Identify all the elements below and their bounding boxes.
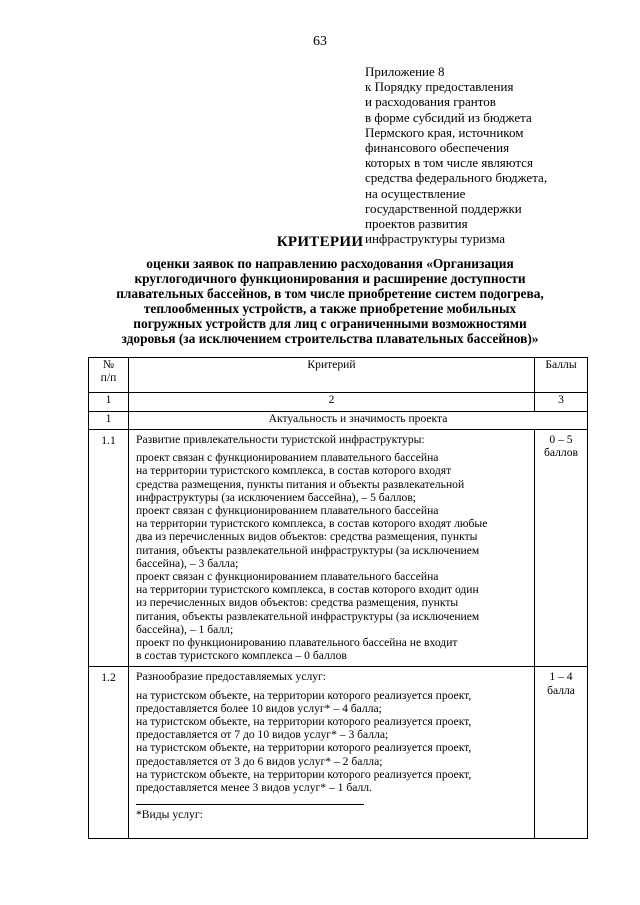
header-num <box>89 358 129 393</box>
appendix-block <box>365 64 615 246</box>
criterion-line: в состав туристского комплекса – 0 баллов <box>136 649 347 663</box>
subtitle-line: круглогодичного функционирования и расширение доступности <box>134 271 526 286</box>
criterion-line: проект по функционированию плавательного бассейна не входит <box>136 636 458 650</box>
appendix-line: Приложение 8 <box>365 64 445 79</box>
appendix-line: к Порядку предоставления <box>365 79 514 95</box>
criterion-line: проект связан с функционированием плавательного бассейна <box>136 451 439 465</box>
appendix-line: инфраструктуры туризма <box>365 231 506 247</box>
column-number: 1 <box>89 393 129 412</box>
criterion-lead: Разнообразие предоставляемых услуг: <box>136 670 327 684</box>
footnote-area <box>136 794 530 834</box>
criterion-line: питания, объекты развлекательной инфраструктуры (за исключением <box>136 543 480 557</box>
footnote-text: *Виды услуг: <box>136 808 203 822</box>
criterion-line: на туристском объекте, на территории которого реализуется проект, <box>136 741 472 755</box>
row-number: 1.1 <box>89 430 129 667</box>
criterion-line: инфраструктуры (за исключением бассейна), – 5 баллов; <box>136 490 417 504</box>
criterion-lead: Развитие привлекательности туристской инфраструктуры: <box>136 433 425 446</box>
appendix-line: и расходования грантов <box>365 94 496 110</box>
criterion-line: проект связан с функционированием плавательного бассейна <box>136 504 439 518</box>
header-points: Баллы <box>535 358 588 393</box>
points-cell <box>535 667 588 839</box>
appendix-line: Пермского края, источником <box>365 124 524 140</box>
points-range: 1 – 4 <box>549 670 573 684</box>
subtitle-line: здоровья (за исключением строительства плавательных бассейнов)» <box>121 331 539 346</box>
criterion-line: бассейна), – 1 балл; <box>136 622 234 636</box>
subtitle-line: плавательных бассейнов, в том числе приобретение систем подогрева, <box>116 286 544 301</box>
table-row <box>89 430 588 667</box>
header-num-symbol: № <box>102 358 115 371</box>
criterion-cell <box>129 667 535 839</box>
column-number: 2 <box>129 393 535 412</box>
header-num-abbr: п/п <box>100 371 117 384</box>
column-number-row <box>89 393 588 412</box>
appendix-line: финансового обеспечения <box>365 140 510 156</box>
criterion-line: на туристском объекте, на территории которого реализуется проект, <box>136 688 472 702</box>
appendix-line: которых в том числе являются <box>365 155 533 171</box>
appendix-line: проектов развития <box>365 216 468 232</box>
criterion-cell <box>129 430 535 667</box>
subtitle-line: оценки заявок по направлению расходования «Организация <box>146 256 514 271</box>
document-subtitle <box>60 256 600 346</box>
column-number: 3 <box>535 393 588 412</box>
criterion-line: предоставляется более 10 видов услуг* – 4 балла; <box>136 701 382 715</box>
subtitle-line: погружных устройств для лиц с ограниченными возможностями <box>133 316 527 331</box>
appendix-line: в форме субсидий из бюджета <box>365 109 532 125</box>
criteria-table <box>88 357 588 839</box>
points-range: 0 – 5 <box>549 433 573 446</box>
criterion-line: предоставляется менее 3 видов услуг* – 1 балл. <box>136 781 372 795</box>
criterion-line: на территории туристского комплекса, в состав которого входят <box>136 464 452 478</box>
header-criterion: Критерий <box>129 358 535 393</box>
criterion-line: бассейна), – 3 балла; <box>136 556 239 570</box>
section-row <box>89 412 588 430</box>
criterion-line: питания, объекты развлекательной инфраструктуры (за исключением <box>136 609 480 623</box>
criterion-line: на туристском объекте, на территории которого реализуется проект, <box>136 715 472 729</box>
page-number: 63 <box>313 34 327 49</box>
section-num: 1 <box>89 412 129 430</box>
appendix-line: средства федерального бюджета, <box>365 170 548 186</box>
criterion-line: два из перечисленных видов объектов: средства размещения, пункты <box>136 530 478 544</box>
row-number: 1.2 <box>89 667 129 839</box>
points-unit: баллов <box>544 446 578 460</box>
criterion-line: из перечисленных видов объектов: средства размещения, пункты <box>136 596 459 610</box>
criterion-line: на туристском объекте, на территории которого реализуется проект, <box>136 767 472 781</box>
subtitle-line: теплообменных устройств, а также приобретение мобильных <box>143 301 517 316</box>
points-unit: балла <box>547 683 575 697</box>
document-title: КРИТЕРИИ <box>276 234 364 250</box>
points-cell <box>535 430 588 667</box>
footnote-separator <box>136 804 364 805</box>
appendix-line: на осуществление <box>365 185 466 201</box>
criterion-line: средства размещения, пункты питания и объекты развлекательной <box>136 477 465 491</box>
criterion-line: на территории туристского комплекса, в состав которого входит один <box>136 583 479 597</box>
table-row <box>89 667 588 839</box>
table-header-row <box>89 358 588 393</box>
section-title: Актуальность и значимость проекта <box>129 412 588 430</box>
appendix-line: государственной поддержки <box>365 200 522 216</box>
criterion-line: предоставляется от 3 до 6 видов услуг* – 2 балла; <box>136 754 383 768</box>
criterion-line: на территории туристского комплекса, в состав которого входят любые <box>136 517 488 531</box>
criterion-line: предоставляется от 7 до 10 видов услуг* – 3 балла; <box>136 728 389 742</box>
criterion-line: проект связан с функционированием плавательного бассейна <box>136 570 439 584</box>
